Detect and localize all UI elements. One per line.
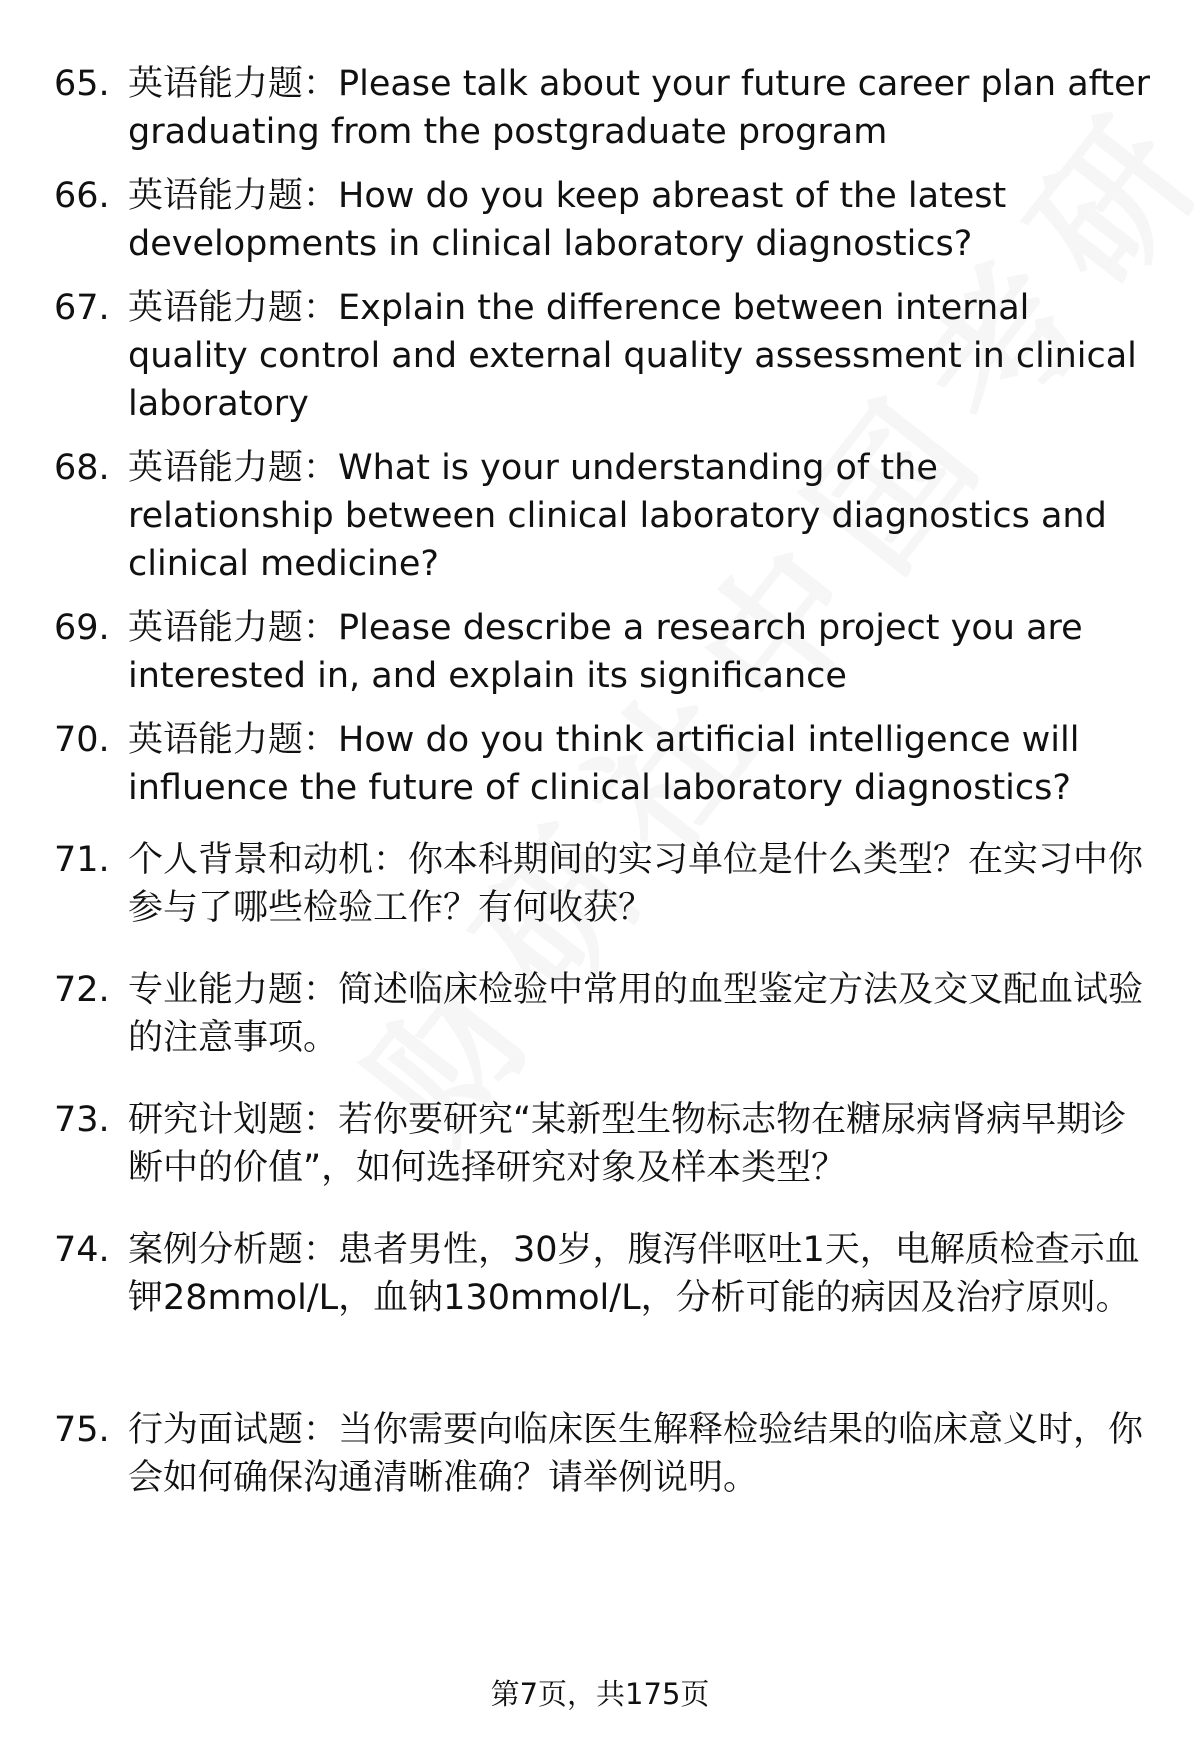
question-text: 英语能力题：How do you think artificial intelligence will influence the future of clinical laboratory diagnostics?: [128, 720, 1080, 808]
question-text: 英语能力题：Please talk about your future career plan after graduating from the postgraduate program: [128, 64, 1151, 152]
question-number: 74.: [54, 1230, 110, 1270]
question-text: 案例分析题：患者男性，30岁，腹泻伴呕吐1天，电解质检查示血钾28mmol/L，血钠130mmol/L，分析可能的病因及治疗原则。: [128, 1230, 1140, 1318]
question-number: 67.: [54, 288, 110, 328]
question-number: 69.: [54, 608, 110, 648]
question-number: 75.: [54, 1410, 110, 1450]
question-number: 70.: [54, 720, 110, 760]
question-text: 研究计划题：若你要研究“某新型生物标志物在糖尿病肾病早期诊断中的价值”，如何选择研究对象及样本类型？: [128, 1100, 1127, 1188]
question-text: 英语能力题：Explain the difference between internal quality control and external quality assessment in clinical laboratory: [128, 288, 1137, 424]
question-number: 73.: [54, 1100, 110, 1140]
question-text: 英语能力题：What is your understanding of the relationship between clinical laboratory diagnostics and clinical medicine?: [128, 448, 1107, 584]
question-number: 65.: [54, 64, 110, 104]
question-text: 行为面试题：当你需要向临床医生解释检验结果的临床意义时，你会如何确保沟通清晰准确？请举例说明。: [128, 1410, 1144, 1498]
page-footer: 第7页，共175页: [490, 1677, 710, 1711]
question-text: 个人背景和动机：你本科期间的实习单位是什么类型？在实习中你参与了哪些检验工作？有何收获？: [128, 840, 1144, 928]
question-number: 72.: [54, 970, 110, 1010]
question-text: 英语能力题：How do you keep abreast of the latest developments in clinical laboratory diagnostics?: [128, 176, 1007, 264]
question-text: 专业能力题：简述临床检验中常用的血型鉴定方法及交叉配血试验的注意事项。: [128, 970, 1144, 1058]
question-number: 68.: [54, 448, 110, 488]
question-number: 71.: [54, 840, 110, 880]
question-number: 66.: [54, 176, 110, 216]
question-text: 英语能力题：Please describe a research project you are interested in, and explain its significance: [128, 608, 1083, 696]
